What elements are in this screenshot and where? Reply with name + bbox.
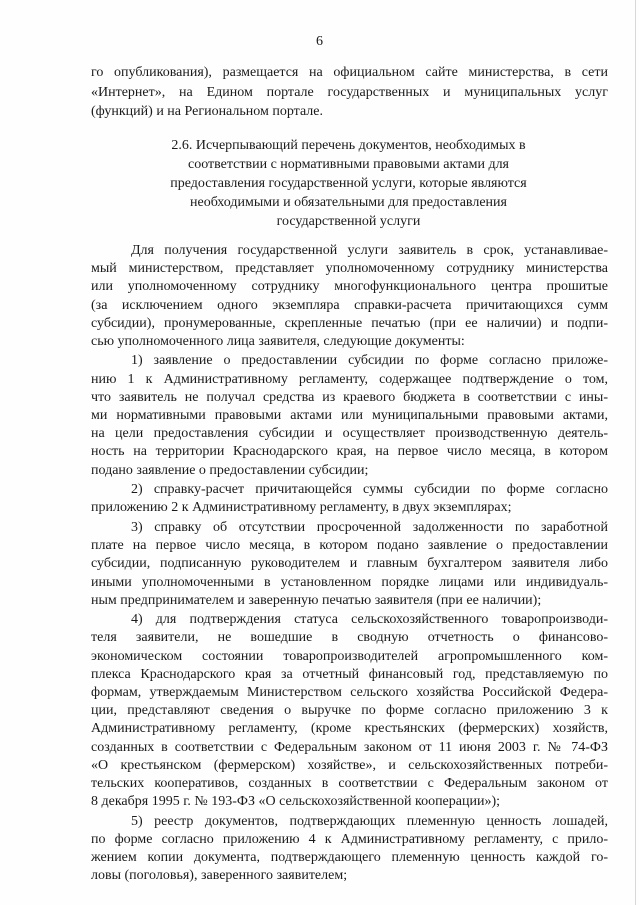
body-line: созданных в соответствии с Федеральным законом от 11 июня 2003 г. № 74-ФЗ [91,740,608,755]
body-line: на цели предоставления субсидии и осуществляет производственную деятель- [91,426,608,441]
body-line: жением копии документа, подтверждающего племенную ценность каждой го- [91,850,608,865]
body-line: сью уполномоченного лица заявителя, следующие документы: [91,334,465,349]
intro-line: го опубликования), размещается на официальном сайте министерства, в сети [91,65,608,80]
body-line: тельских кооперативов, созданных в соответствии с Федеральным законом от [91,776,608,791]
section-heading-line: соответствии с нормативными правовыми актами для [187,157,509,172]
body-line: ным предпринимателем и заверенную печатью заявителя (при ее наличии); [91,593,542,608]
body-line: теля заявители, не вошедшие в сводную отчетность о финансово- [91,630,608,645]
body-line: подано заявление о предоставлении субсидии; [91,463,369,478]
body-line: ми нормативными правовыми актами или муниципальными правовыми актами, [91,408,608,423]
body-line: приложению 2 к Административному регламенту, в двух экземплярах; [91,500,512,515]
body-line: субсидии, подписанную руководителем и главным бухгалтером заявителя либо [91,556,608,571]
body-line: «О крестьянском (фермерском) хозяйстве», и сельскохозяйственных потреби- [91,758,608,773]
body-line: 8 декабря 1995 г. № 193-ФЗ «О сельскохозяйственной кооперации»); [91,794,501,809]
body-line: Административному регламенту, (кроме крестьянских (фермерских) хозяйств, [91,721,608,736]
body-line: иными уполномоченными в установленном порядке лицами или индивидуаль- [91,575,608,590]
section-heading-line: необходимыми и обязательными для предоставления [190,195,507,210]
section-heading-line: 2.6. Исчерпывающий перечень документов, необходимых в [171,138,526,153]
body-line: плате на первое число месяца, в котором подано заявление о предоставлении [91,538,608,553]
body-line: субсидии), пронумерованные, скрепленные печатью (при ее наличии) и подпи- [91,316,608,331]
body-line: мый министерством, представляет уполномоченному сотруднику министерства [91,261,608,276]
intro-line: «Интернет», на Едином портале государственных и муниципальных услуг [91,85,608,100]
body-line: экономическом состоянии товаропроизводителей агропромышленного ком- [91,649,608,664]
body-line: ции, представляют сведения о выручке по форме согласно приложению 3 к [91,703,608,718]
body-line: или уполномоченному сотруднику многофункционального центра прошитые [91,279,608,294]
body-line: плекса Краснодарского края за отчетный финансовый год, представляемую по [91,667,608,682]
body-line: (за исключением одного экземпляра справки-расчета причитающихся сумм [91,298,608,313]
body-line: ловы (поголовья), заверенного заявителем; [91,868,348,883]
body-line: ность на территории Краснодарского края, на первое число месяца, в котором [91,444,608,459]
body-line: что заявитель не получал средства из краевого бюджета в соответствии с ины- [91,390,608,405]
body-line: 4) для подтверждения статуса сельскохозяйственного товаропроизводи- [131,612,608,627]
body-line: 3) справку об отсутствии просроченной задолженности по заработной [131,520,608,535]
intro-line: (функций) и на Региональном портале. [91,104,323,119]
body-line: 2) справку-расчет причитающейся суммы субсидии по форме согласно [131,482,608,497]
page-edge [635,0,636,905]
body-line: нию 1 к Административному регламенту, содержащее подтверждение о том, [91,372,608,387]
body-line: 1) заявление о предоставлении субсидии по форме согласно приложе- [131,353,608,368]
body-line: 5) реестр документов, подтверждающих племенную ценность лошадей, [131,814,608,829]
body-line: по форме согласно приложению 4 к Административному регламенту, с прило- [91,832,608,847]
section-heading-line: государственной услуги [276,214,421,229]
body-line: формам, утверждаемым Министерством сельского хозяйства Российской Федера- [91,685,608,700]
body-line: Для получения государственной услуги заявитель в срок, устанавливае- [131,243,608,258]
section-heading-line: предоставления государственной услуги, которые являются [170,176,527,191]
page-number: 6 [316,34,323,49]
